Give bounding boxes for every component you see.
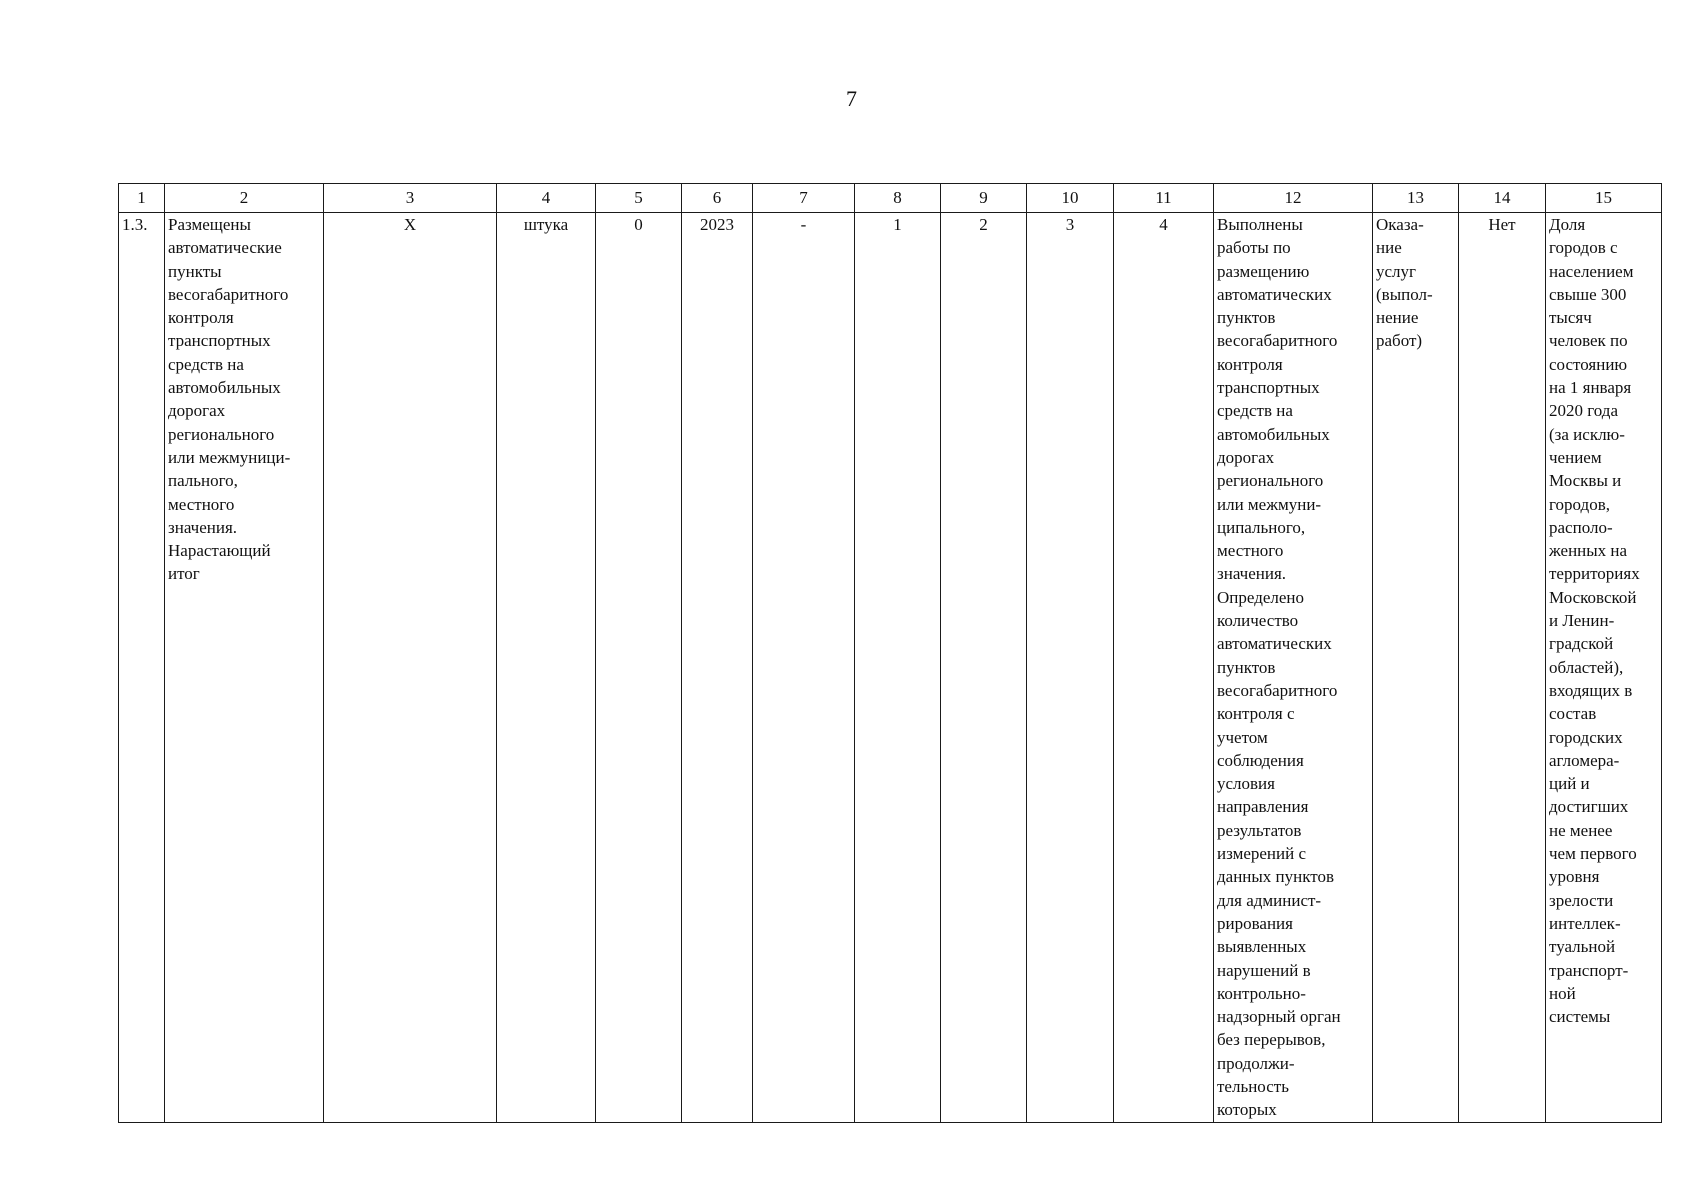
header-cell: 8 bbox=[855, 184, 941, 213]
value-cell-col-8: 1 bbox=[855, 213, 941, 1123]
header-cell: 13 bbox=[1373, 184, 1459, 213]
result-type-cell: Оказа- ние услуг (выпол- нение работ) bbox=[1373, 213, 1459, 1123]
header-cell: 7 bbox=[753, 184, 855, 213]
header-row bbox=[119, 184, 1662, 213]
header-cell: 14 bbox=[1459, 184, 1546, 213]
value-cell-col-9: 2 bbox=[941, 213, 1027, 1123]
header-cell: 10 bbox=[1027, 184, 1114, 213]
header-cell: 11 bbox=[1114, 184, 1214, 213]
linked-indicator-cell: Доля городов с населением свыше 300 тысяч человек по состоянию на 1 января 2020 года (за исклю- чением Москвы и городов, располо- женных на территориях Московской и Ленин- градской областей), входящих в состав городских агломера- ций и достигших не менее чем первого уровня зрелости интеллек- туальной транспорт- ной системы bbox=[1546, 213, 1662, 1123]
header-cell: 12 bbox=[1214, 184, 1373, 213]
base-value-cell: 0 bbox=[596, 213, 682, 1123]
header-cell: 4 bbox=[497, 184, 596, 213]
header-cell: 5 bbox=[596, 184, 682, 213]
header-cell: 6 bbox=[682, 184, 753, 213]
header-cell: 15 bbox=[1546, 184, 1662, 213]
indicator-name-cell: Размещены автоматические пункты весогабаритного контроля транспортных средств на автомобильных дорогах регионального или межмуници- пального, местного значения. Нарастающий итог bbox=[165, 213, 324, 1123]
unit-cell: штука bbox=[497, 213, 596, 1123]
cell-col-3: Х bbox=[324, 213, 497, 1123]
cell-col-14: Нет bbox=[1459, 213, 1546, 1123]
page-number: 7 bbox=[846, 86, 857, 111]
value-cell-col-10: 3 bbox=[1027, 213, 1114, 1123]
header-cell: 2 bbox=[165, 184, 324, 213]
header-cell: 3 bbox=[324, 184, 497, 213]
header-cell: 1 bbox=[119, 184, 165, 213]
table-row bbox=[119, 213, 1662, 1123]
value-cell-col-11: 4 bbox=[1114, 213, 1214, 1123]
cell-col-7: - bbox=[753, 213, 855, 1123]
header-cell: 9 bbox=[941, 184, 1027, 213]
row-number-cell: 1.3. bbox=[119, 213, 165, 1123]
base-year-cell: 2023 bbox=[682, 213, 753, 1123]
result-description-cell: Выполнены работы по размещению автоматических пунктов весогабаритного контроля транспортных средств на автомобильных дорогах регионального или межмуни- ципального, местного значения. Определено количество автоматических пунктов весогабаритного контроля с учетом соблюдения условия направления результатов измерений с данных пунктов для админист- рирования выявленных нарушений в контрольно- надзорный орган без перерывов, продолжи- тельность которых bbox=[1214, 213, 1373, 1123]
indicator-table bbox=[118, 183, 1662, 1123]
